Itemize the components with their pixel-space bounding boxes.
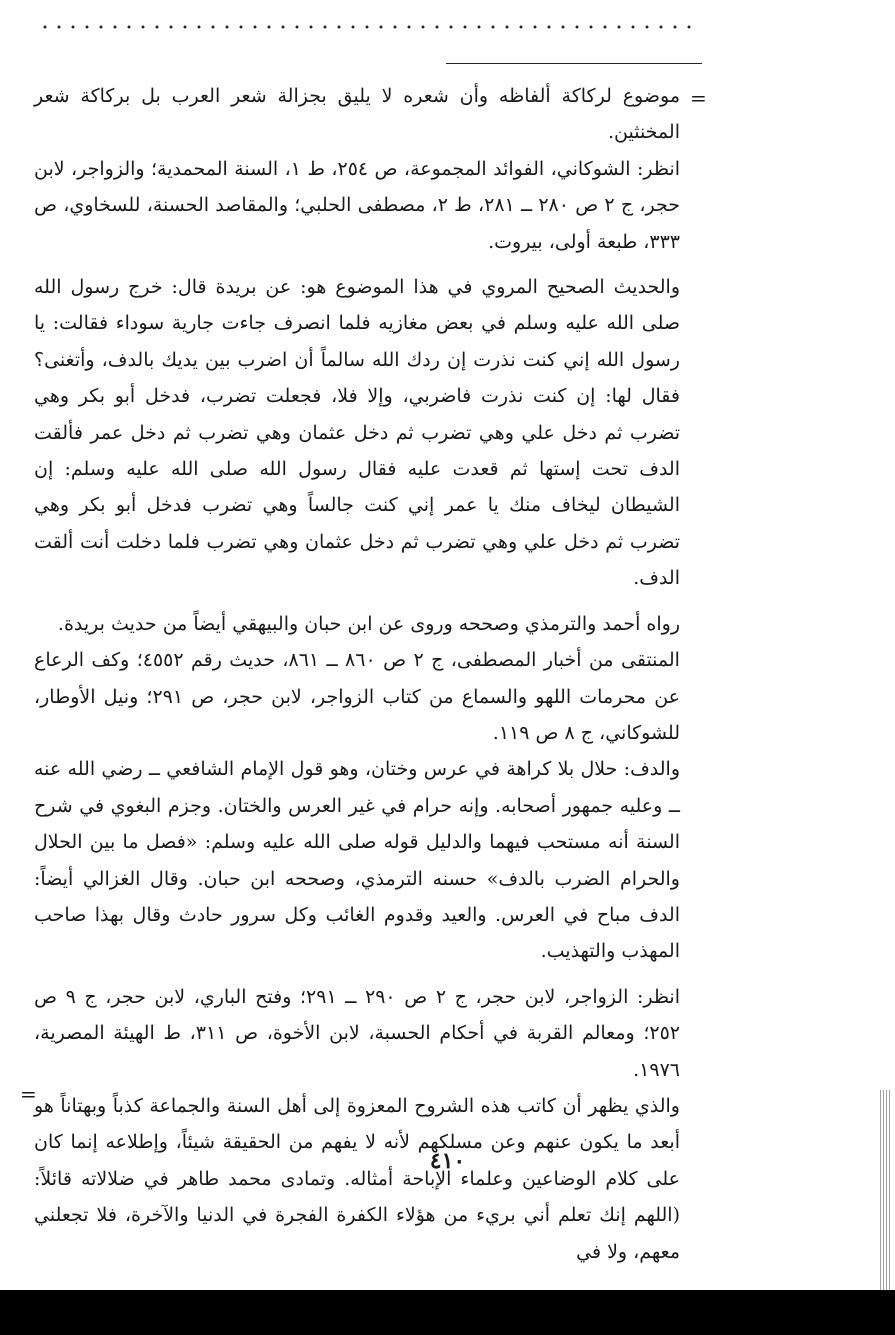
footnote-paragraph: رواه أحمد والترمذي وصححه وروى عن ابن حبان والبيهقي أيضاً من حديث بريدة. المنتقى من أخبار المصطفى، ج ٢ ص ٨٦٠ ــ ٨٦١، حديث رقم ٤٥٥٢؛ وكف الرعاع عن محرمات اللهو والسماع من كتاب الزواجر، لابن حجر، ص ٢٩١؛ ونيل الأوطار، للشوكاني، ج ٨ ص ١١٩. والدف: حلال بلا كراهة في عرس وختان، وهو قول الإمام الشافعي ــ رضي الله عنه ــ وعليه جمهور أصحابه. وإنه حرام في غير العرس والختان. وجزم البغوي في شرح السنة أنه مستحب فيهما والدليل قوله صلى الله عليه وسلم: «فصل ما بين الحلال والحرام الضرب بالدف» حسنه الترمذي، وصححه ابن حبان. وقال الغزالي أيضاً: الدف مباح في العرس. والعيد وقدوم الغائب وكل سرور حادث وقال بهذا صاحب المهذب والتهذيب. (34, 612, 680, 963)
footnote-end-mark: = (20, 1082, 37, 1106)
footnote-paragraph: انظر: الزواجر، لابن حجر، ج ٢ ص ٢٩٠ ــ ٢٩١؛ وفتح الباري، لابن حجر، ج ٩ ص ٢٥٢؛ ومعالم القربة في أحكام الحسبة، لابن الأخوة، ص ٣١١، ط الهيئة المصرية، ١٩٧٦. والذي يظهر أن كاتب هذه الشروح المعزوة إلى أهل السنة والجماعة كذباً وبهتاناً هو أبعد ما يكون عنهم وعن مسلكهم لأنه لا يفهم من الحقيقة شيئاً، وإطلاعه إنما كان على كلام الوضاعين وعلماء الإباحة أمثاله. وتمادى محمد طاهر في ضلالاته قائلاً: (اللهم إنك تعلم أني بريء من هؤلاء الكفرة الفجرة في الدنيا والآخرة، فلا تجعلني معهم، ولا في (34, 985, 681, 1263)
scan-border (0, 1290, 895, 1335)
footnote-rule (446, 63, 702, 64)
footnote-paragraph: موضوع لركاكة ألفاظه وأن شعره لا يليق بجزالة شعر العرب بل بركاكة شعر المخنثين. انظر: الشوكاني، الفوائد المجموعة، ص ٢٥٤، ط ١، السنة المحمدية؛ والزواجر، لابن حجر، ج ٢ ص ٢٨٠ ــ ٢٨١، ط ٢، مصطفى الحلبي؛ والمقاصد الحسنة، للسخاوي، ص ٣٣٣، طبعة أولى، بيروت. (34, 85, 680, 253)
page-number: ٤١٠ (429, 1148, 466, 1174)
footnote-paragraph: والحديث الصحيح المروي في هذا الموضوع هو: عن بريدة قال: خرج رسول الله صلى الله عليه وسلم في بعض مغازيه فلما انصرف جاءت جارية سوداء فقالت: يا رسول الله إني كنت نذرت إن ردك الله سالماً أن اضرب بين يديك بالدف، وأتغنى؟ فقال لها: إن كنت نذرت فاضربي، وإلا فلا، فجعلت تضرب، فدخل أبو بكر وهي تضرب ثم دخل علي وهي تضرب ثم دخل عثمان وهي تضرب ثم دخل عمر فألقت الدف تحت إستها ثم قعدت عليه فقال رسول الله صلى الله عليه وسلم: إن الشيطان ليخاف منك يا عمر إني كنت جالساً وهي تضرب فدخل أبو بكر وهي تضرب ثم دخل علي وهي تضرب ثم دخل عثمان وهي تضرب فلما دخلت أنت ألقت الدف. (34, 276, 680, 590)
dotted-separator (38, 22, 698, 32)
footnote-continuation-mark: = (690, 86, 707, 110)
footnote-text (34, 78, 680, 1270)
binding-edge-shadow (880, 1090, 892, 1290)
